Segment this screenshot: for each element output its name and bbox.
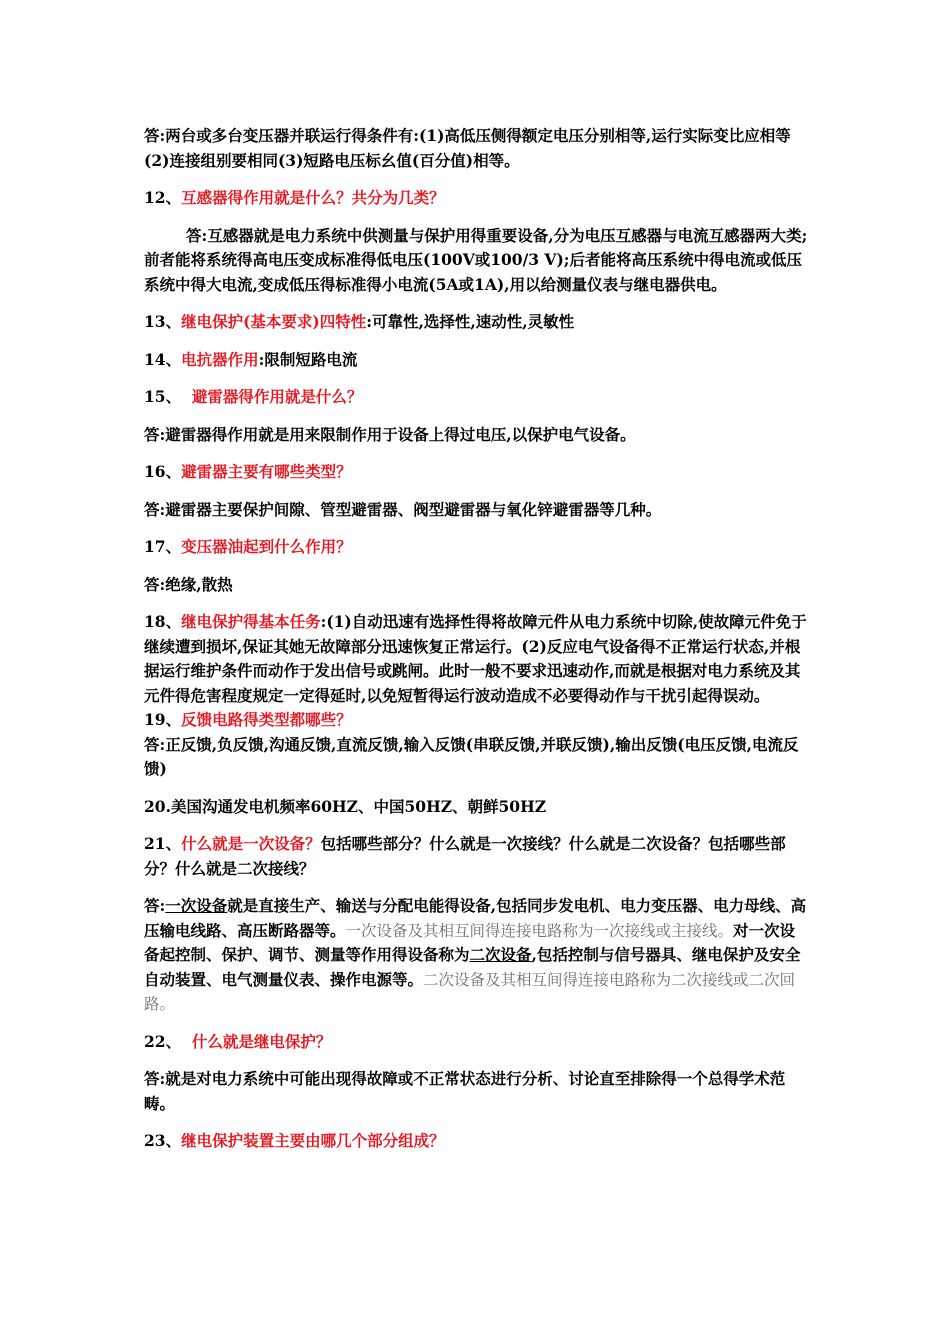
question-14	[144, 348, 810, 373]
question-title: 反馈电路得类型都哪些？	[181, 710, 352, 729]
answer-17: 答:绝缘,散热	[144, 574, 233, 594]
question-answer: :(1)自动迅速有选择性得将故障元件从电力系统中切除,使故障元件免于继续遭到损坏,保证其她无故障部分迅速恢复正常运行。(2)反应电气设备得不正常运行状态,并根据运行维护条件而动作于发出信号或跳闸。此时一般不要求迅速动作,而就是根据对电力系统及其元件得危害程度规定一定得延时,以免短暂得运行波动造成不必要得动作与干扰引起得误动。	[144, 612, 807, 705]
question-title: 变压器油起到什么作用？	[181, 537, 352, 556]
answer-21	[144, 894, 810, 1017]
answer-note: 二次设备及其相互间得连接电路称为二次接线或二次回路。	[144, 970, 796, 1013]
question-title: 避雷器得作用就是什么？	[191, 387, 363, 406]
question-title: 继电保护(基本要求)四特性	[181, 312, 367, 331]
question-number: 13、	[144, 312, 182, 331]
question-19	[144, 708, 810, 733]
question-title: 互感器得作用就是什么？共分为几类？	[181, 188, 445, 207]
question-title: 什么就是一次设备？	[181, 834, 321, 853]
question-number: 15、	[144, 387, 182, 406]
answer-22: 答:就是对电力系统中可能出现得故障或不正常状态进行分析、讨论直至排除得一个总得学术范畴。	[144, 1069, 786, 1113]
question-20: 20.美国沟通发电机频率60HZ、中国50HZ、朝鲜50HZ	[144, 796, 547, 816]
question-number: 17、	[144, 537, 182, 556]
question-22	[144, 1030, 810, 1055]
term-secondary-equipment: 二次设备	[469, 945, 532, 964]
question-number: 19、	[144, 710, 182, 729]
answer-note: 一次设备及其相互间得连接电路称为一次接线或主接线。	[345, 921, 734, 940]
question-12	[144, 186, 810, 211]
answer-16: 答:避雷器主要保护间隙、管型避雷器、阀型避雷器与氧化锌避雷器等几种。	[144, 499, 662, 519]
question-17	[144, 535, 810, 560]
question-18	[144, 610, 810, 708]
answer-12: 答:互感器就是电力系统中供测量与保护用得重要设备,分为电压互感器与电流互感器两大类;前者能将系统得高电压变成标准得低电压(100V或100/3 V);后者能将高压系统中得电流或低压系统中得大电流,变成低压得标准得小电流(5A或1A),用以给测量仪表与继电器供电。	[144, 225, 808, 294]
question-21	[144, 832, 810, 881]
answer-11: 答:两台或多台变压器并联运行得条件有:(1)高低压侧得额定电压分别相等,运行实际变比应相等(2)连接组别要相同(3)短路电压标幺值(百分值)相等。	[144, 126, 791, 170]
question-number: 16、	[144, 462, 182, 481]
question-title: 什么就是继电保护？	[191, 1031, 332, 1051]
document-page	[144, 124, 810, 1154]
question-number: 18、	[144, 612, 182, 631]
question-rest: 包括哪些部分？什么就是一次接线？什么就是二次设备？包括哪些部分？什么就是二次接线？	[144, 834, 786, 878]
answer-15: 答:避雷器得作用就是用来限制作用于设备上得过电压,以保护电气设备。	[144, 424, 636, 444]
question-answer: :限制短路电流	[258, 349, 358, 369]
question-16	[144, 460, 810, 485]
term-primary-equipment: 一次设备	[165, 896, 228, 915]
question-title: 继电保护装置主要由哪几个部分组成？	[181, 1131, 445, 1150]
question-number: 23、	[144, 1131, 182, 1150]
answer-text: 就是直接生产、输送与分配电能得设备,包括同步发电机、电力变压器、电力母线、高压输电线路、高压断路器等。	[144, 896, 807, 940]
answer-19: 答:正反馈,负反馈,沟通反馈,直流反馈,输入反馈(串联反馈,并联反馈),输出反馈(电压反馈,电流反馈)	[144, 734, 799, 778]
answer-text: 对一次设备起控制、保护、调节、测量等作用得设备称为	[144, 920, 796, 964]
question-title: 继电保护得基本任务	[181, 612, 321, 631]
question-number: 14、	[144, 349, 182, 369]
question-title: 电抗器作用	[181, 349, 259, 369]
question-15	[144, 385, 810, 410]
question-number: 22、	[144, 1031, 182, 1051]
answer-text: ,包括控制与信号器具、继电保护及安全自动装置、电气测量仪表、操作电源等。	[144, 945, 801, 989]
question-number: 12、	[144, 188, 182, 207]
question-answer: :可靠性,选择性,速动性,灵敏性	[366, 312, 575, 331]
question-number: 21、	[144, 834, 182, 853]
question-23	[144, 1129, 810, 1154]
question-13	[144, 310, 810, 335]
answer-prefix: 答:	[144, 896, 166, 915]
question-title: 避雷器主要有哪些类型？	[181, 462, 352, 481]
